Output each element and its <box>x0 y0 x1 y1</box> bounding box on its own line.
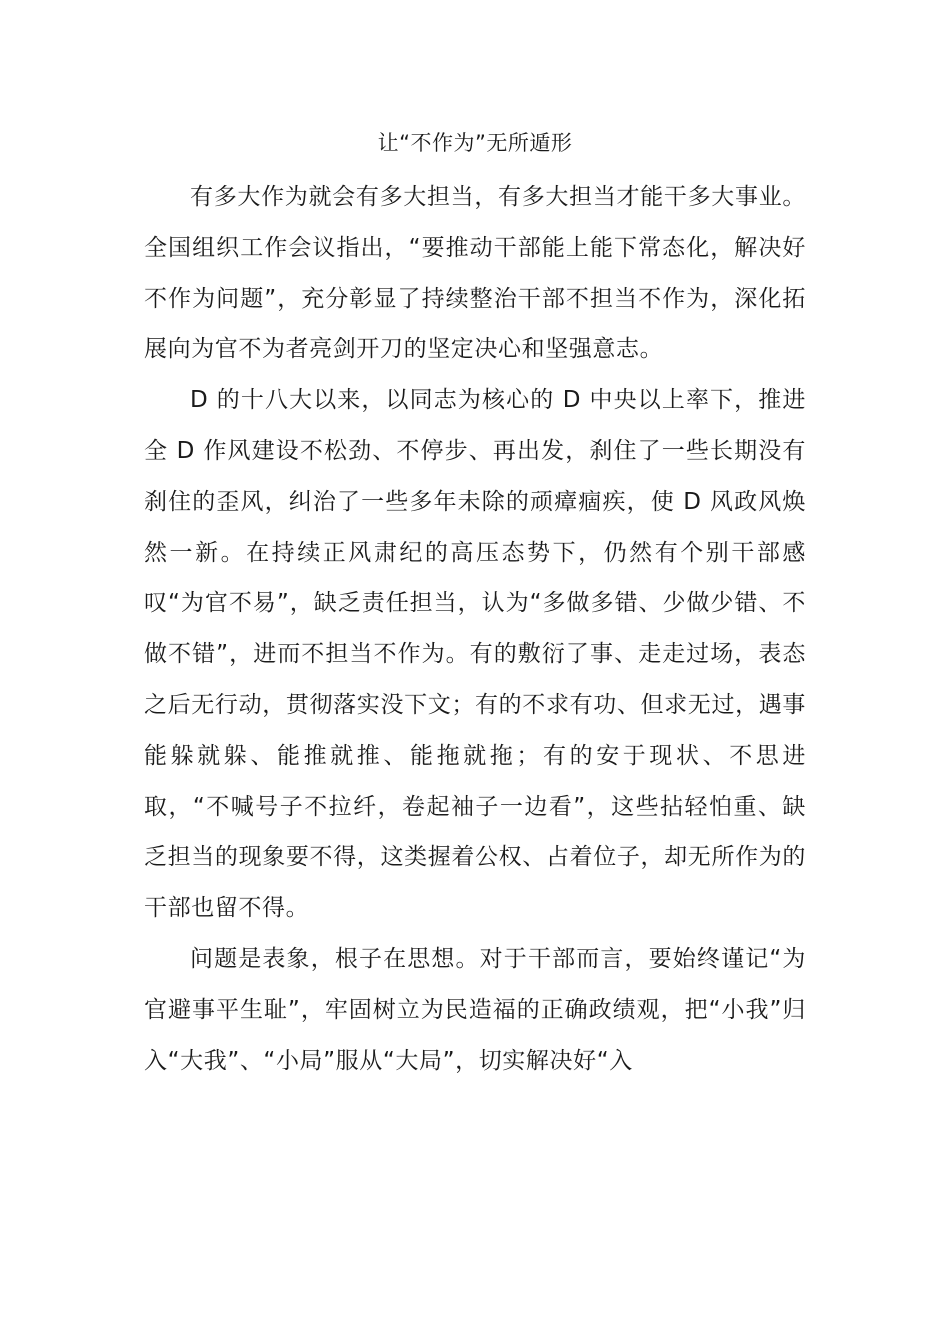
paragraph-1: 有多大作为就会有多大担当，有多大担当才能干多大事业。全国组织工作会议指出，“要推动干部能上能下常态化，解决好不作为问题”，充分彰显了持续整治干部不担当不作为，深化拓展向为官不为者亮剑开刀的坚定决心和坚强意志。 <box>144 184 806 363</box>
document-title: 让“不作为”无所遁形 <box>377 131 573 155</box>
paragraph-2: D 的十八大以来，以同志为核心的 D 中央以上率下，推进全 D 作风建设不松劲、不停步、再出发，刹住了一些长期没有刹住的歪风，纠治了一些多年未除的顽瘴痼疾，使 D 风政风焕然一新。在持续正风肃纪的高压态势下，仍然有个别干部感叹“为官不易”，缺乏责任担当，认为“多做多错、少做少错、不做不错”，进而不担当不作为。有的敷衍了事、走走过场，表态之后无行动，贯彻落实没下文；有的不求有功、但求无过，遇事能躲就躲、能推就推、能拖就拖；有的安于现状、不思进取，“不喊号子不拉纤，卷起袖子一边看”，这些拈轻怕重、缺乏担当的现象要不得，这类握着公权、占着位子，却无所作为的干部也留不得。 <box>144 387 806 922</box>
document-body <box>144 172 806 1086</box>
paragraph-3: 问题是表象，根子在思想。对于干部而言，要始终谨记“为官避事平生耻”，牢固树立为民造福的正确政绩观，把“小我”归入“大我”、“小局”服从“大局”，切实解决好“入 <box>144 945 806 1074</box>
